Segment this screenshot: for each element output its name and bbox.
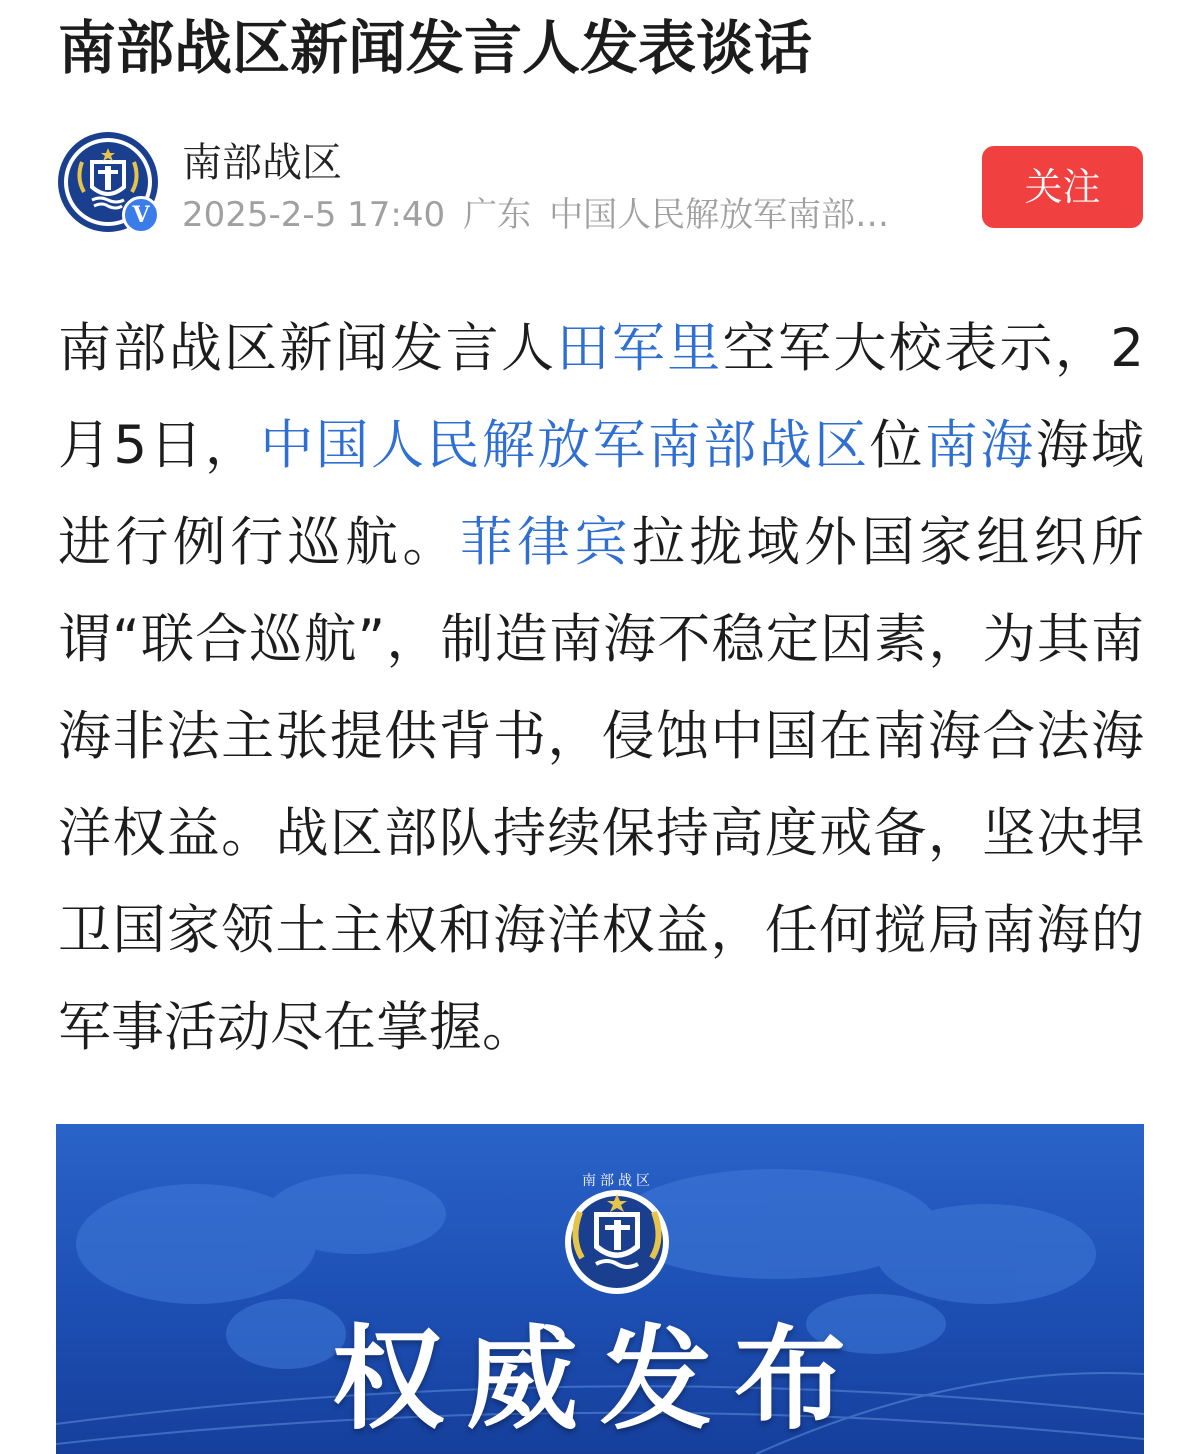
avatar[interactable] xyxy=(56,130,160,234)
author-header xyxy=(56,130,1146,240)
publish-time: 2025-2-5 17:40 xyxy=(182,195,446,235)
article-banner-image[interactable] xyxy=(56,1124,1144,1454)
body-text: 拉拢域外国家组织所谓“联合巡航”，制造南海不稳定因素，为其南海非法主张提供背书，侵蚀中国在南海合法海洋权益。战区部队持续保持高度戒备，坚决捍卫国家领土主权和海洋权益，任何搅局南海的军事活动尽在掌握。 xyxy=(58,512,1145,1058)
author-name[interactable]: 南部战区 xyxy=(182,140,342,186)
link-philippines[interactable]: 菲律宾 xyxy=(459,512,632,573)
post-meta xyxy=(182,192,942,238)
link-tian-junli[interactable]: 田军里 xyxy=(556,318,723,379)
link-pla-southern-theater[interactable]: 中国人民解放军南部战区 xyxy=(260,415,870,476)
follow-button[interactable]: 关注 xyxy=(982,146,1143,228)
verified-badge-icon: V xyxy=(122,196,160,234)
body-text: 海域进行例行巡航。 xyxy=(58,415,1145,573)
body-text: 位 xyxy=(869,415,925,476)
article-body xyxy=(58,300,1144,1076)
author-org: 中国人民解放军南部… xyxy=(549,195,890,235)
southern-theater-emblem-icon xyxy=(552,1172,682,1304)
body-text: 南部战区新闻发言人 xyxy=(58,318,557,379)
article-title: 南部战区新闻发言人发表谈话 xyxy=(58,14,813,82)
banner-emblem-label: 南部战区 xyxy=(582,1173,654,1189)
publish-location: 广东 xyxy=(463,195,532,235)
body-text: 空军大校表示，2月5日， xyxy=(58,318,1145,476)
banner-title: 权威发布 xyxy=(332,1314,868,1445)
link-south-china-sea[interactable]: 南海 xyxy=(924,415,1036,476)
